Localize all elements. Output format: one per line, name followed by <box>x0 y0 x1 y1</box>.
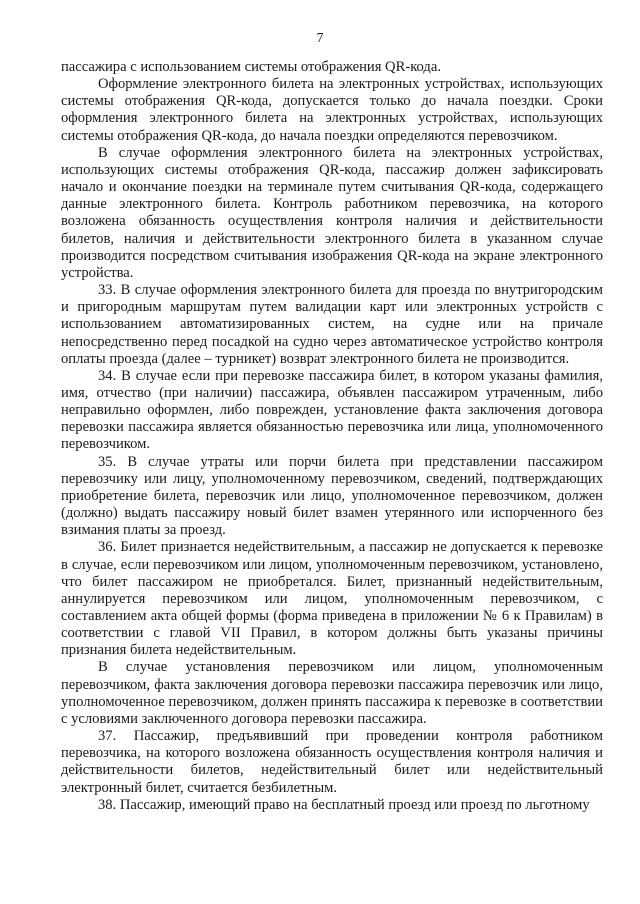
paragraph-clause-33: 33. В случае оформления электронного билета для проезда по внутригородским и пригородным маршрутам путем валидации карт или электронных устройств с использованием автоматизированных систем, на судне или на причале непосредственно перед посадкой на судно через автоматическое устройство контроля оплаты проезда (далее – турникет) возврат электронного билета не производится. <box>61 282 603 367</box>
paragraph-clause-37: 37. Пассажир, предъявивший при проведении контроля работником перевозчика, на которого возложена обязанность осуществления контроля наличия и действительности билетов, недействительный билет или недействительный электронный билет, считается безбилетным. <box>61 728 603 796</box>
paragraph-clause-36: 36. Билет признается недействительным, а пассажир не допускается к перевозке в случае, если перевозчиком или лицом, уполномоченным перевозчиком, установлено, что билет пассажиром не приобретался. Билет, признанный недействительным, аннулируется перевозчиком или лицом, уполномоченным перевозчиком, с составлением акта общей формы (форма приведена в приложении № 6 к Правилам) в соответствии с главой VII Правил, в котором должны быть указаны причины признания билета недействительным. <box>61 539 603 659</box>
paragraph-clause-36-continued: В случае установления перевозчиком или лицом, уполномоченным перевозчиком, факта заключения договора перевозки пассажира перевозчик или лицо, уполномоченное перевозчиком, должен принять пассажира к перевозке в соответствии с условиями заключенного договора перевозки пассажира. <box>61 659 603 727</box>
paragraph-clause-38: 38. Пассажир, имеющий право на бесплатный проезд или проезд по льготному <box>98 796 590 813</box>
paragraph-qr-ticket-validation: В случае оформления электронного билета на электронных устройствах, использующих системы отображения QR-кода, пассажир должен зафиксировать начало и окончание поездки на терминале путем считывания QR-кода, содержащего данные электронного билета. Контроль работником перевозчика, на которого возложена обязанность осуществления контроля наличия и действительности билетов, наличия и действительности электронного билета в указанном случае производится посредством считывания изображения QR-кода на экране электронного устройства. <box>61 144 603 281</box>
document-body <box>61 59 603 814</box>
paragraph-continuation: пассажира с использованием системы отображения QR-кода. <box>61 59 441 75</box>
paragraph-qr-ticket-timing: Оформление электронного билета на электронных устройствах, использующих системы отображения QR-кода, допускается только до начала поездки. Сроки оформления электронного билета на электронных устройствах, использующих системы отображения QR-кода, до начала поездки определяются перевозчиком. <box>61 76 603 144</box>
page-number: 7 <box>316 31 324 46</box>
paragraph-clause-34: 34. В случае если при перевозке пассажира билет, в котором указаны фамилия, имя, отчество (при наличии) пассажира, объявлен пассажиром утраченным, либо неправильно оформлен, либо поврежден, установление факта заключения договора перевозки пассажира является обязанностью перевозчика или лица, уполномоченного перевозчиком. <box>61 367 603 453</box>
paragraph-clause-35: 35. В случае утраты или порчи билета при представлении пассажиром перевозчику или лицу, уполномоченному перевозчиком, сведений, подтверждающих приобретение билета, перевозчик или лицо, уполномоченное перевозчиком, должен (должно) выдать пассажиру новый билет взамен утерянного или испорченного без взимания платы за проезд. <box>61 453 603 539</box>
